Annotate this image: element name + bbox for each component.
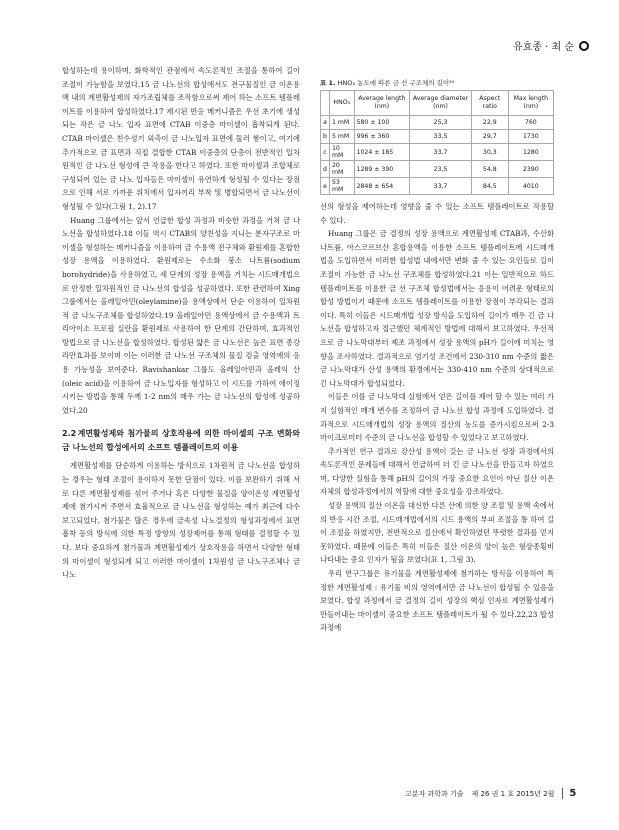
page-footer bbox=[405, 788, 576, 799]
journal-name: 고분자 과학과 기술 bbox=[405, 789, 464, 798]
table-row bbox=[321, 178, 554, 195]
paragraph: Huang 그룹은 금 결정의 성장 용액으로 계면활성제 CTAB과, 수산화나트륨, 아스코르브산 혼합용액을 이용한 소프트 템플레이트에 시드매개법을 도입하면서 이러한 합성법 내에서만 변화 줄 수 있는 요인들로 길이 조절이 가능한 금 나노선 구조체를 합성하였다.21 이는 일반적으로 하드 템플레이트를 이용한 금 선 구조체 합성법에서는 응용이 어려운 형태로의 합성 방법이기 때문에 소프트 템플레이트를 이용한 장점이 부각되는 결과이다. 특히 이들은 시드매개법 성장 방식을 도입하여 길이가 매우 긴 금 나노선을 합성하고자 접근했던 체계적인 방법에 대해서 보고하였다. 우선적으로 금 나노막대부터 제조 과정에서 성장 용액의 pH가 길이에 미치는 영향을 조사하였다. 결과적으로 염기성 조건에서 230-310 nm 수준의 짧은 금 나노막대가 산성 용액의 환경에서는 330-410 nm 수준의 상대적으로 긴 나노막대가 합성되었다. bbox=[320, 229, 554, 388]
section-heading bbox=[62, 427, 300, 455]
table-caption bbox=[320, 78, 554, 87]
section-title: 계면활성제와 첨가물의 상호작용에 의한 마이셀의 구조 변화와 금 나노선의 합성에서의 소프트 템플레이트의 이용 bbox=[62, 429, 300, 453]
table-cell: 23,5 bbox=[410, 161, 472, 178]
paragraph: 선의 형성을 제어하는데 영향을 줄 수 있는 소프트 템플레이트로 작용할 수 있다. bbox=[320, 202, 554, 225]
table-cell: 33,7 bbox=[410, 178, 472, 195]
circle-icon bbox=[579, 41, 589, 51]
table-cell: 1280 bbox=[508, 144, 553, 161]
table-cell: b bbox=[321, 130, 330, 144]
table-cell: 25,3 bbox=[410, 116, 472, 130]
paragraph: Huang 그룹에서는 앞서 언급한 합성 과정과 비슷한 과정을 거쳐 금 나노선을 합성하였다.18 이들 역시 CTAB의 양친성을 지니는 분자구조로 마이셀을 형성하는 메커니즘을 이용하여 금 수용액 전구체와 환원제를 혼합한 성장 용액을 이용하였다. 환원제로는 수소화 붕소 나트륨(sodium borohydride)을 사용하였고, 세 단계의 성장 용액을 거치는 시드매개법으로 안정한 일차원적인 금 나노선의 합성을 성공하였다. 또한 관련하여 Xing 그룹에서는 올레일아민(oleylamine)을 용액상에서 단순 이용하여 일차원적 금 나노구조체를 합성하였다.19 올레일아민 용액상에서 금 수용액과 트리아이소 프로필 실란을 환원제로 사용하여 한 단계의 간단하며, 효과적인 방법으로 금 나노선을 합성하였다. 합성된 얇은 금 나노선은 높은 표면 종강라만효과를 보이며 이는 이러한 금 나노선 구조체의 물질 검출 영역에의 응용 가능성을 보여준다. Ravishankar 그룹도 올레일아민과 올레익 산(oleic acid)을 이용하여 금 나노입자를 형성하고 이 시드를 가하여 에이징 시키는 방법을 통해 두께 1-2 nm의 매우 가는 금 나노선의 합성에 성공하였다.20 bbox=[62, 215, 300, 415]
table-cell: 22,9 bbox=[472, 116, 509, 130]
table-cell: 54,8 bbox=[472, 161, 509, 178]
table-cell: 1730 bbox=[508, 130, 553, 144]
table-header-cell: Max length (nm) bbox=[508, 91, 553, 116]
table-row bbox=[321, 161, 554, 178]
table-cell: a bbox=[321, 116, 330, 130]
data-table bbox=[320, 90, 554, 195]
table-cell: d bbox=[321, 161, 330, 178]
table-cell: 29,7 bbox=[472, 130, 509, 144]
table-caption-text: HNO₃ 농도에 따른 금 선 구조체의 길이²⁰ bbox=[337, 79, 455, 87]
right-column bbox=[320, 200, 554, 635]
paragraph: 추가적인 연구 결과로 강산성 용액이 갖는 금 나노선 성장 과정에서의 속도론적인 문제들에 대해서 언급하여 더 긴 금 나노선을 만들고자 하였으며, 다양한 실험을 통해 pH의 길이의 가장 중요한 요인이 아닌 질산 이온 자체의 합성과정에서의 역할에 대한 중요성을 강조하였다. bbox=[320, 446, 554, 497]
paragraph: 성장 용액의 질산 이온을 대신한 다른 산에 의한 양 조절 및 용액 속에서의 반응 시간 조절, 시드매개법에서의 시드 용액의 부피 조절을 통 하여 길이 조절을 하였지만, 전반적으로 질산에서 확인하였던 뚜렷한 결과를 얻지 못하였다. 때문에 이들은 특히 이들은 질산 이온의 양이 높은 형상종횡비 나타내는 중요 인자가 됨을 보였다(표 1, 그림 3). bbox=[320, 501, 554, 565]
paragraph: 합성하는데 용이하며, 화학적인 관점에서 속도론적인 조절을 통하여 길이 조절이 가능함을 보였다.15 금 나노선의 합성에서도 전구물질인 금 이온용액 내의 계면활성제의 자가조립체를 조작함으로써 제어 하는 소프트 템플레이트를 이용하여 합성하였다.17 제시된 반응 메커니즘은 우선 초기에 생성되는 작은 금 나노 입자 표면에 CTAB 이중층 마이셀이 흡착되게 된다. CTAB 마이셀은 친수성기 외측이 금 나노입자 표면에 둘러 쌓이고, 여기에 추가적으로 금 표면과 직접 결합한 CTAB 이중층의 단층이 전반적인 일차원적인 금 나노선 형성에 큰 작용을 한다고 하였다. 또한 마이셀과 조합체로 구성되어 있는 금 나노 입자들은 마이셀이 유연하게 형성될 수 있다는 장점으로 인해 서로 가까운 위치에서 입자끼리 부착 및 병합되면서 금 나노선이 형성될 수 있다(그림 1, 2).17 bbox=[62, 66, 300, 211]
table-cell: 84,5 bbox=[472, 178, 509, 195]
table-cell: 53 mM bbox=[329, 178, 354, 195]
table-cell: 4010 bbox=[508, 178, 553, 195]
issue-info: 제 26 권 1 호 2015년 2월 bbox=[471, 789, 555, 798]
table-row bbox=[321, 130, 554, 144]
table-cell: 5 mM bbox=[329, 130, 354, 144]
table-cell: 33,7 bbox=[410, 144, 472, 161]
table-cell: 1289 ± 390 bbox=[354, 161, 410, 178]
running-header bbox=[513, 38, 589, 53]
section-number: 2.2 bbox=[62, 429, 77, 439]
table-cell: 760 bbox=[508, 116, 553, 130]
table-header-cell: Average length (nm) bbox=[354, 91, 410, 116]
header-authors: 유효종 · 최 순 bbox=[512, 42, 574, 53]
table-header-cell bbox=[321, 91, 330, 116]
paragraph: 계면활성제를 단순하게 이용하는 방식으로 1차원적 금 나노선을 합성하는 경우는 형태 조절이 용이하지 못한 단점이 있다. 이를 보완하기 위해 서로 다른 계면활성제를 섞어 주거나 혹은 다양한 물질을 양이온성 계면활성제에 첨가시켜 주면서 효율적으로 금 나노선을 형성하는 예가 최근에 다수 보고되었다. 첨가물은 많은 경우에 금속성 나노결정의 형성과정에서 표면 흡착 등의 방식에 의한 특정 방향의 성장제어를 통해 형태를 결정할 수 있다. 보다 중요하게 첨가물과 계면활성제가 상호작용을 하면서 다양한 형태의 마이셀이 형성되게 되고 이러한 마이셀이 1차원성 금 나노구조체나 금 나노 bbox=[62, 461, 300, 580]
paragraph: 우리 연구그룹은 유기물을 계면활성제에 첨가하는 방식을 이용하여 특정한 계면활성제 : 유기물 비의 영역에서만 금 나노선이 합성될 수 있음을 보였다. 합성 과정에서 금 결정의 길이 성장의 핵심 인자로 계면활성제가 만들어내는 마이셀이 중요한 소프트 템플레이트가 될 수 있다.22,23 합성 과정에 bbox=[320, 569, 554, 633]
table-cell: 1024 ± 185 bbox=[354, 144, 410, 161]
table-cell: 33,5 bbox=[410, 130, 472, 144]
table-cell: 580 ± 100 bbox=[354, 116, 410, 130]
table-header-cell: Average diameter (nm) bbox=[410, 91, 472, 116]
table-1 bbox=[320, 78, 554, 195]
table-caption-label: 표 1. bbox=[320, 79, 336, 87]
table-cell: 30,3 bbox=[472, 144, 509, 161]
table-row bbox=[321, 116, 554, 130]
table-cell: 1 mM bbox=[329, 116, 354, 130]
table-cell: 10 mM bbox=[329, 144, 354, 161]
page-number: 5 bbox=[562, 788, 576, 799]
table-cell: 2390 bbox=[508, 161, 553, 178]
table-cell: e bbox=[321, 178, 330, 195]
table-header-cell: Aspect ratio bbox=[472, 91, 509, 116]
left-column bbox=[62, 64, 300, 582]
table-header-row bbox=[321, 91, 554, 116]
table-cell: 20 mM bbox=[329, 161, 354, 178]
table-cell: 996 ± 360 bbox=[354, 130, 410, 144]
paragraph: 이들은 이를 금 나노막대 실험에서 얻은 길이를 제어 할 수 있는 여러 가지 실험적인 매개 변수를 조정하여 금 나노선 합성 과정에 도입하였다. 결과적으로 시드매개법의 성장 용액의 질산의 농도를 증가시킴으로써 2-3 마이크로미터 수준의 금 나노선을 합성할 수 있었다고 보고하였다. bbox=[320, 392, 554, 443]
table-row bbox=[321, 144, 554, 161]
table-cell: c bbox=[321, 144, 330, 161]
table-cell: 2848 ± 654 bbox=[354, 178, 410, 195]
table-header-cell: HNO₃ bbox=[329, 91, 354, 116]
